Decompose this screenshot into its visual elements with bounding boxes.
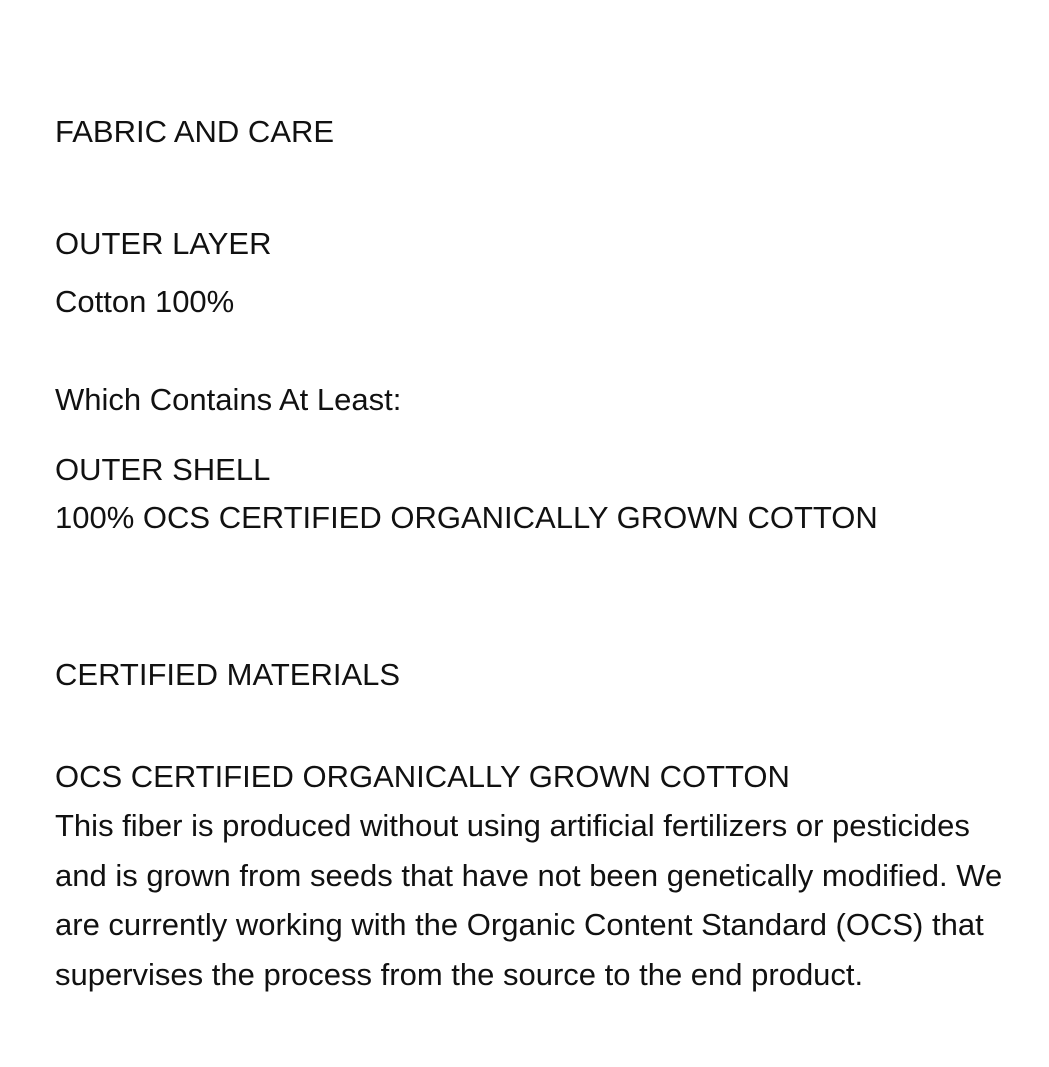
fabric-and-care-heading: FABRIC AND CARE [55, 114, 335, 149]
outer-layer-value: Cotton 100% [55, 284, 235, 319]
material-title: OCS CERTIFIED ORGANICALLY GROWN COTTON [55, 759, 790, 794]
contains-label: Which Contains At Least: [55, 382, 402, 417]
outer-shell-label: OUTER SHELL [55, 452, 271, 487]
material-description: This fiber is produced without using artificial fertilizers or pesticides and is grown from seeds that have not been genetically modified. We are currently working with the Organic Content Standard (OCS) that supervises the process from the source to the end product. [55, 808, 1003, 992]
outer-layer-label: OUTER LAYER [55, 226, 272, 261]
certified-materials-heading: CERTIFIED MATERIALS [55, 657, 401, 692]
outer-shell-value: 100% OCS CERTIFIED ORGANICALLY GROWN COTTON [55, 500, 878, 535]
